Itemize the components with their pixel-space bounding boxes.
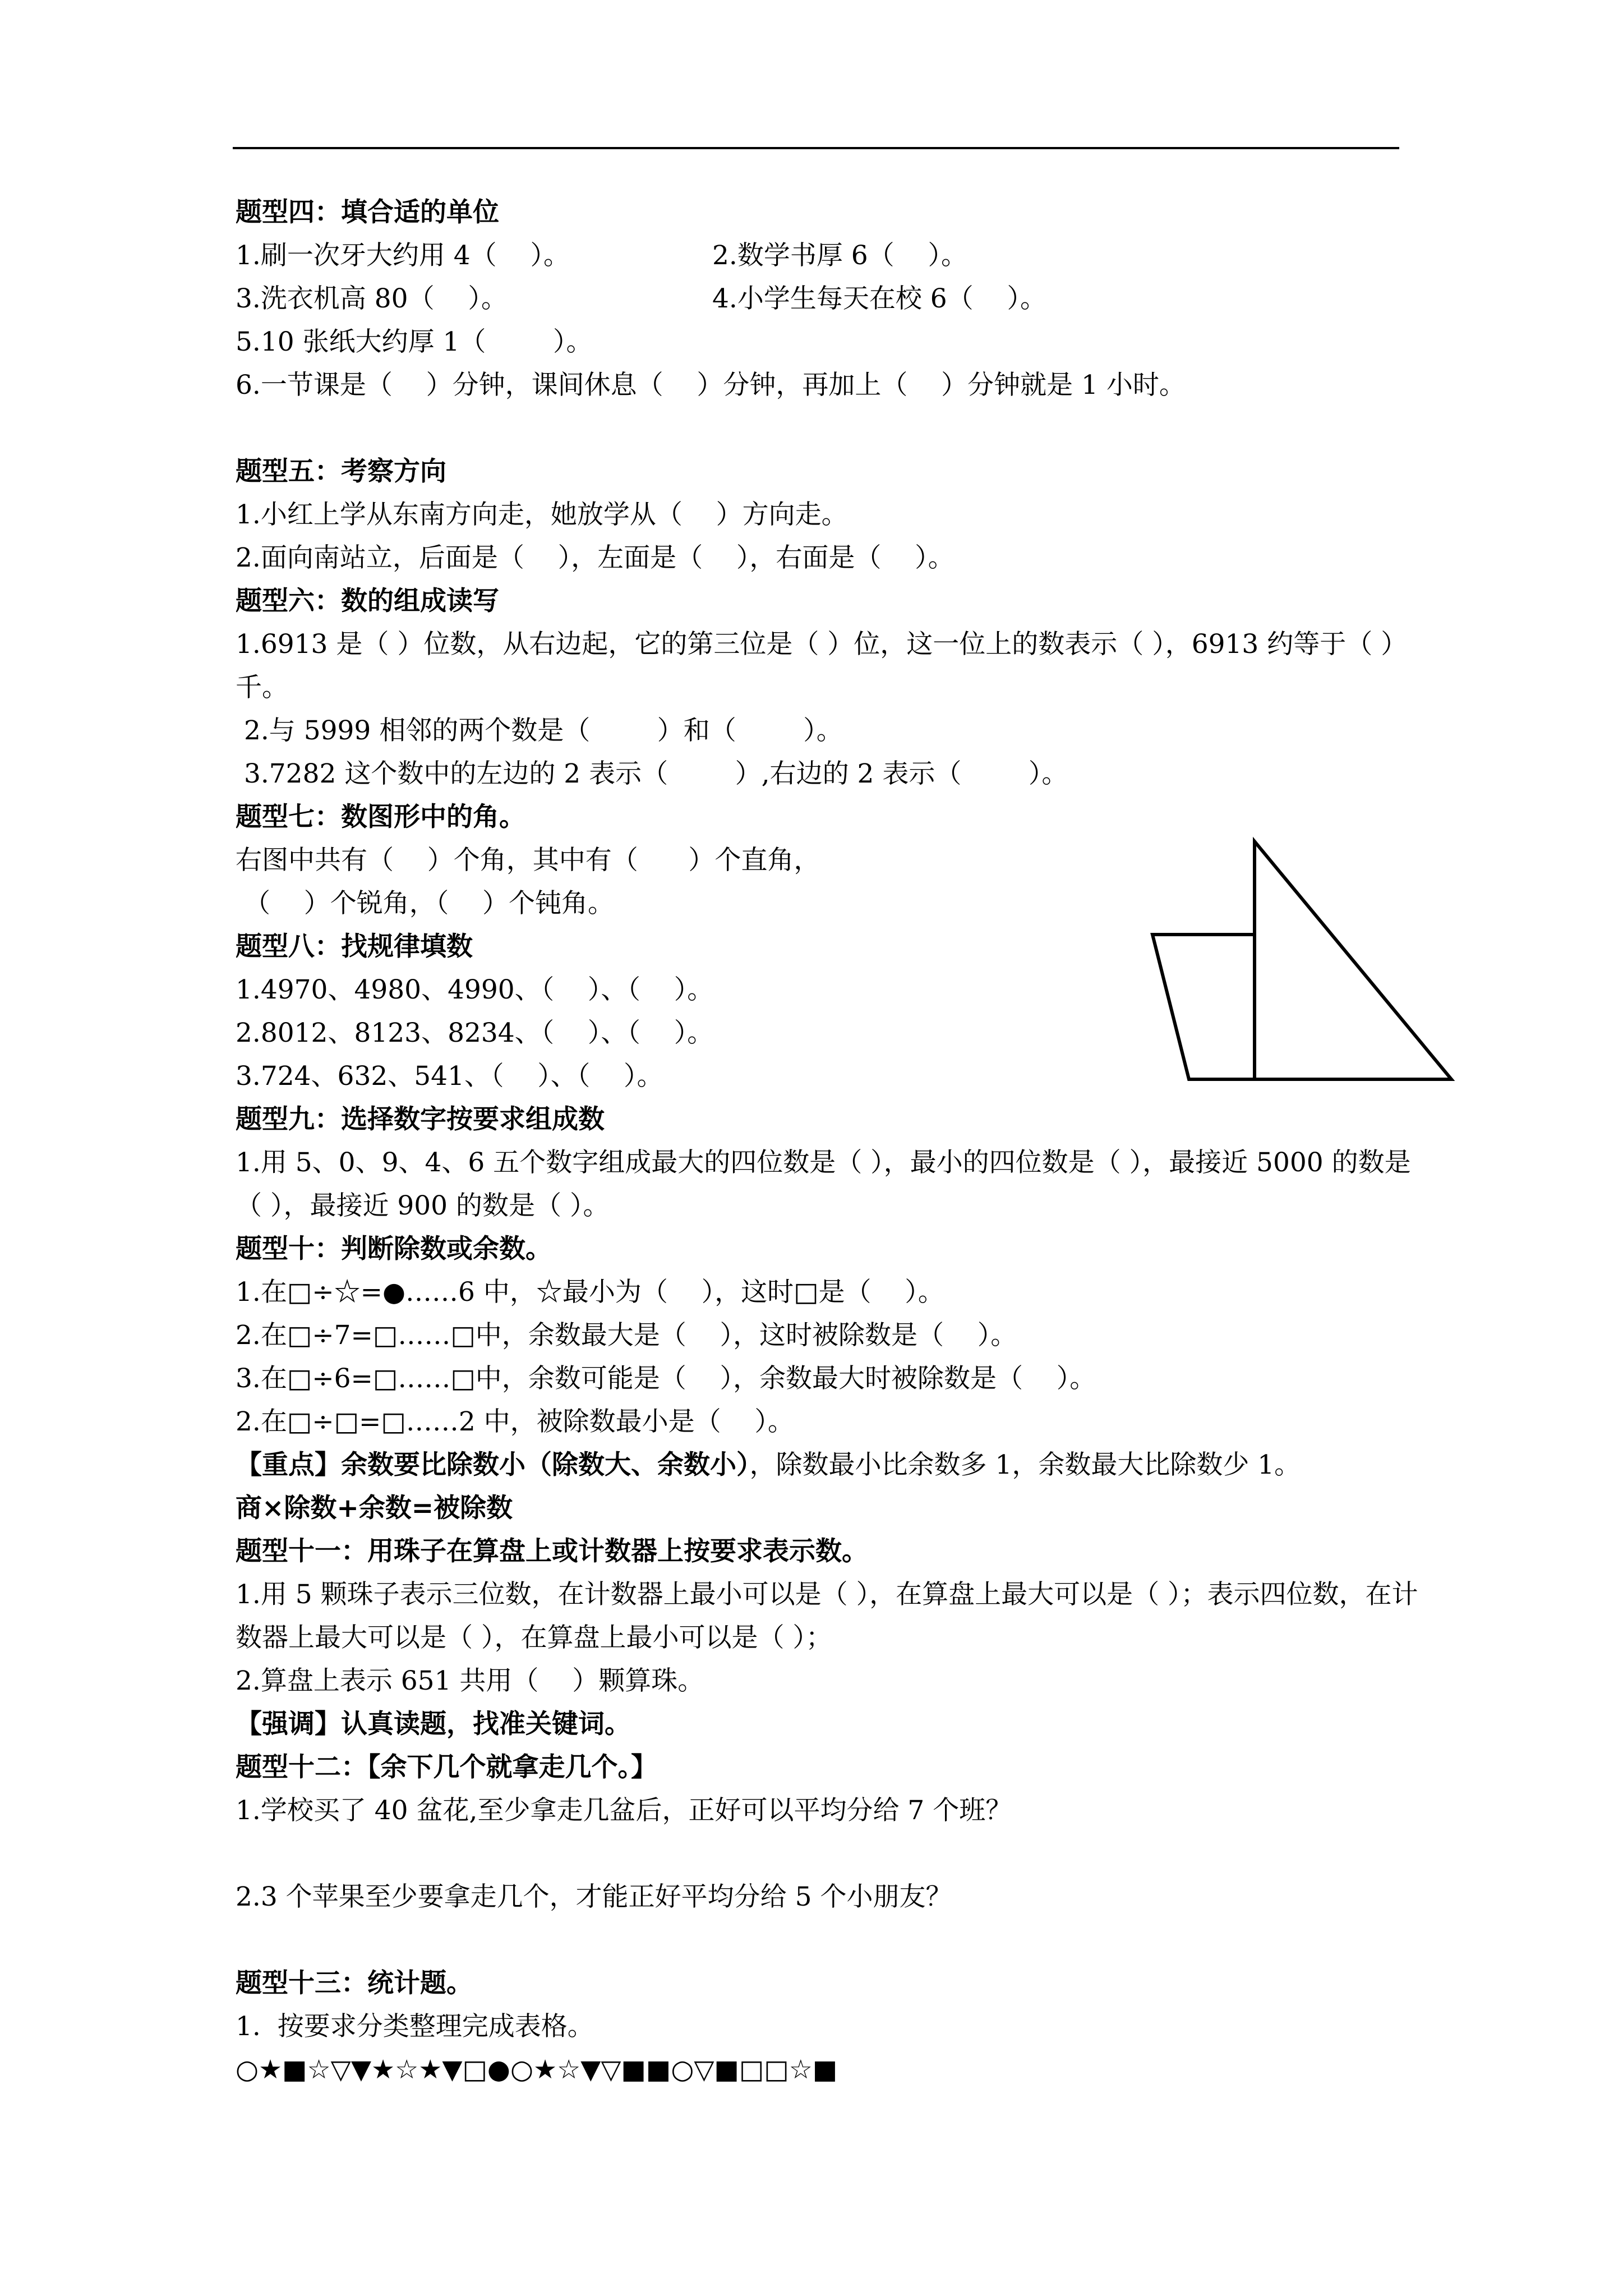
question-t4-5: 5.10 张纸大约厚 1（ ）。: [236, 326, 593, 357]
right-triangle-shape: [1255, 841, 1451, 1079]
question-t11-2: 2.算盘上表示 651 共用（ ）颗算珠。: [236, 1665, 704, 1696]
key-point-text: ，除数最小比余数多 1，余数最大比除数少 1。: [749, 1450, 1301, 1480]
emphasis-label: 【强调】: [236, 1709, 341, 1740]
section-heading-t13: 题型十三：统计题。: [236, 1968, 473, 1999]
question-t4-2: 2.数学书厚 6（ ）。: [712, 240, 967, 271]
question-t11-1: 1.用 5 颗珠子表示三位数，在计数器上最小可以是（ ），在算盘上最大可以是（ ）；表示四位数，在计数器上最大可以是（ ），在算盘上最小可以是（ ）；: [236, 1579, 1418, 1653]
section-heading-t11: 题型十一：用珠子在算盘上或计数器上按要求表示数。: [236, 1536, 868, 1567]
emphasis-text: 认真读题，找准关键词。: [341, 1709, 631, 1740]
question-t5-2: 2.面向南站立，后面是（ ），左面是（ ），右面是（ ）。: [236, 542, 955, 573]
question-row: [236, 277, 1419, 320]
question-t4-6: 6.一节课是（ ）分钟，课间休息（ ）分钟，再加上（ ）分钟就是 1 小时。: [236, 370, 1186, 401]
question-t10-1: 1.在□÷☆=●……6 中，☆最小为（ ），这时□是（ ）。: [236, 1277, 944, 1308]
question-t10-2: 2.在□÷7=□……□中，余数最大是（ ），这时被除数是（ ）。: [236, 1320, 1017, 1351]
question-t8-3: 3.724、632、541、（ ）、（ ）。: [236, 1061, 663, 1092]
section-heading-t7: 题型七：数图形中的角。: [236, 802, 525, 832]
question-t6-2: 2.与 5999 相邻的两个数是（ ）和（ ）。: [236, 715, 843, 746]
key-point-note: [236, 1443, 1419, 1487]
question-t13-1: 1. 按要求分类整理完成表格。: [236, 2011, 594, 2042]
division-formula: 商×除数+余数=被除数: [236, 1493, 513, 1524]
worksheet-body: [236, 191, 1419, 2091]
parallelogram-shape: [1152, 935, 1255, 1079]
key-point-label: 【重点】余数要比除数小（除数大、余数小）: [236, 1450, 750, 1480]
question-t7-1: 右图中共有（ ）个角，其中有（ ）个直角，: [236, 845, 820, 876]
question-t4-4: 4.小学生每天在校 6（ ）。: [712, 283, 1046, 314]
section-heading-t8: 题型八：找规律填数: [236, 931, 473, 962]
emphasis-note: [236, 1703, 1419, 1746]
question-t6-3: 3.7282 这个数中的左边的 2 表示（ ）,右边的 2 表示（ ）。: [236, 758, 1068, 789]
question-t5-1: 1.小红上学从东南方向走，她放学从（ ）方向走。: [236, 499, 848, 530]
question-t8-1: 1.4970、4980、4990、（ ）、（ ）。: [236, 974, 714, 1005]
angle-figure-svg: [1144, 836, 1458, 1088]
question-t6-1: 1.6913 是（ ）位数，从右边起，它的第三位是（ ）位，这一位上的数表示（ ），6913 约等于（ ）千。: [236, 629, 1408, 703]
question-t7-2: （ ）个锐角，（ ）个钝角。: [236, 888, 614, 919]
question-t12-2: 2.3 个苹果至少要拿走几个，才能正好平均分给 5 个小朋友？: [236, 1881, 952, 1912]
spacer: [236, 407, 1419, 450]
section-heading-t9: 题型九：选择数字按要求组成数: [236, 1104, 605, 1135]
question-t10-4: 2.在□÷□=□……2 中，被除数最小是（ ）。: [236, 1406, 794, 1437]
spacer: [236, 1832, 1419, 1875]
section-heading-t10: 题型十：判断除数或余数。: [236, 1234, 552, 1264]
question-t9-1: 1.用 5、0、9、4、6 五个数字组成最大的四位数是（ ），最小的四位数是（ ），最接近 5000 的数是（ ），最接近 900 的数是（ ）。: [236, 1147, 1411, 1221]
section-heading-t12: 题型十二：【余下几个就拿走几个。】: [236, 1752, 657, 1783]
question-t12-1: 1.学校买了 40 盆花,至少拿走几盆后，正好可以平均分给 7 个班？: [236, 1795, 1012, 1826]
question-row: [236, 234, 1419, 277]
angle-figure: [1144, 836, 1458, 1088]
section-heading-t4: 题型四：填合适的单位: [236, 197, 499, 228]
spacer: [236, 1918, 1419, 1962]
header-rule: [233, 147, 1399, 149]
question-t10-3: 3.在□÷6=□……□中，余数可能是（ ），余数最大时被除数是（ ）。: [236, 1363, 1096, 1394]
question-t4-1: 1.刷一次牙大约用 4（ ）。: [236, 240, 570, 271]
symbol-sequence: ○★■☆▽▼★☆★▼□●○★☆▼▽■■○▽■□□☆■: [236, 2054, 838, 2085]
question-t8-2: 2.8012、8123、8234、（ ）、（ ）。: [236, 1018, 714, 1048]
question-t4-3: 3.洗衣机高 80（ ）。: [236, 283, 508, 314]
section-heading-t5: 题型五：考察方向: [236, 456, 446, 487]
section-heading-t6: 题型六：数的组成读写: [236, 586, 499, 616]
